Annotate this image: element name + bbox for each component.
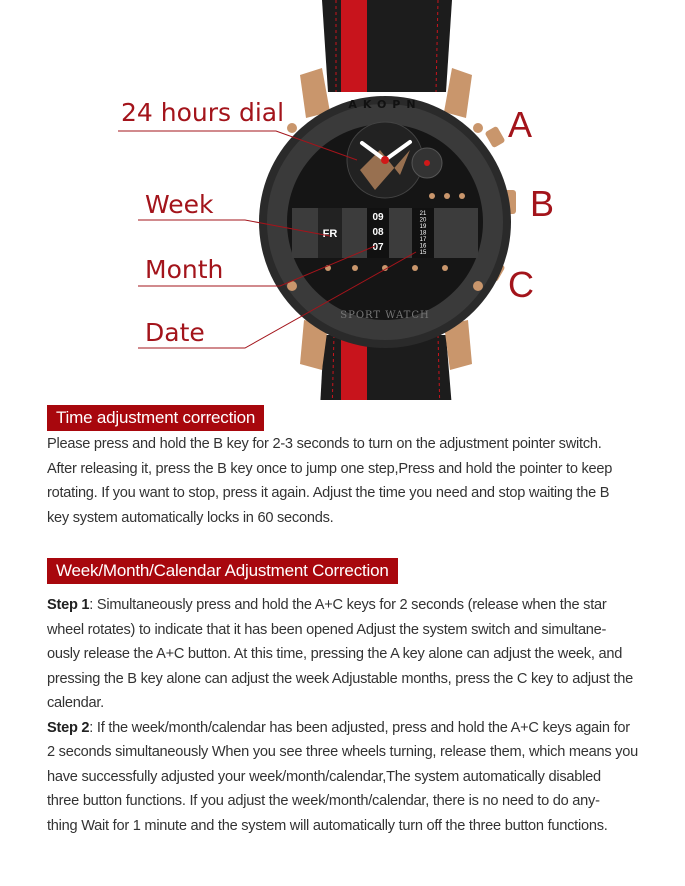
text-line: wheel rotates) to indicate that it has been opened Adjust the system switch and simultane- <box>47 621 607 638</box>
callout-month: Month <box>145 255 224 284</box>
watch-strap-top <box>322 0 452 92</box>
text-line: Please press and hold the B key for 2-3 seconds to turn on the adjustment pointer switch. <box>47 436 602 452</box>
calendar-adjustment-text <box>47 593 667 838</box>
date-numeral: 19 <box>419 224 427 230</box>
date-numeral: 20 <box>419 217 427 224</box>
date-numeral: 17 <box>419 237 427 243</box>
callout-date: Date <box>145 318 205 347</box>
month-numeral: 08 <box>372 227 384 238</box>
button-a <box>484 126 505 149</box>
text-line: three button functions. If you adjust the week/month/calendar, there is no need to do any- <box>47 793 600 809</box>
text-line: rotating. If you want to stop, press it again. Adjust the time you need and stop waiting the B <box>47 485 610 501</box>
time-adjustment-text <box>47 432 667 530</box>
callout-week: Week <box>145 190 214 219</box>
text-line: After releasing it, press the B key once to jump one step,Press and hold the pointer to keep <box>47 460 613 477</box>
date-numeral: 18 <box>419 230 427 237</box>
month-numeral: 09 <box>372 212 384 223</box>
text-line: calendar. <box>47 695 104 711</box>
section-header-calendar-adjustment: Week/Month/Calendar Adjustment Correction <box>47 558 398 584</box>
date-numeral: 21 <box>419 211 427 217</box>
text-line: : If the week/month/calendar has been adjusted, press and hold the A+C keys again for <box>89 719 630 736</box>
brand-logo: AKOPN <box>348 98 422 111</box>
text-line: pressing the B key alone can adjust the week Adjustable months, press the C key to adjust the <box>47 670 633 687</box>
step-1-label: Step 1 <box>47 597 90 613</box>
text-line: thing Wait for 1 minute and the system will automatically turn off the three button functions. <box>47 817 608 834</box>
month-numeral: 07 <box>372 242 384 253</box>
text-line: 2 seconds simultaneously When you see three wheels turning, release them, which means you <box>47 744 639 760</box>
date-numeral: 15 <box>419 250 427 256</box>
section-header-time-adjustment: Time adjustment correction <box>47 405 264 431</box>
callout-key-b: B <box>530 183 555 224</box>
callout-key-c: C <box>508 264 534 305</box>
callout-key-a: A <box>508 104 533 145</box>
text-line: ously release the A+C button. At this time, pressing the A key alone can adjust the week, and <box>47 646 623 662</box>
step-2-label: Step 2 <box>47 719 90 736</box>
callout-24-hours-dial: 24 hours dial <box>121 98 285 127</box>
text-line: key system automatically locks in 60 seconds. <box>47 509 334 526</box>
text-line: : Simultaneously press and hold the A+C keys for 2 seconds (release when the star <box>89 597 607 613</box>
day-window: FR <box>322 228 338 240</box>
date-wheel <box>420 211 427 256</box>
bezel-text: SPORT WATCH <box>340 310 430 321</box>
text-line: have successfully adjusted your week/month/calendar,The system automatically disabled <box>47 768 601 785</box>
watch-illustration <box>0 0 685 400</box>
date-numeral: 16 <box>419 243 427 250</box>
